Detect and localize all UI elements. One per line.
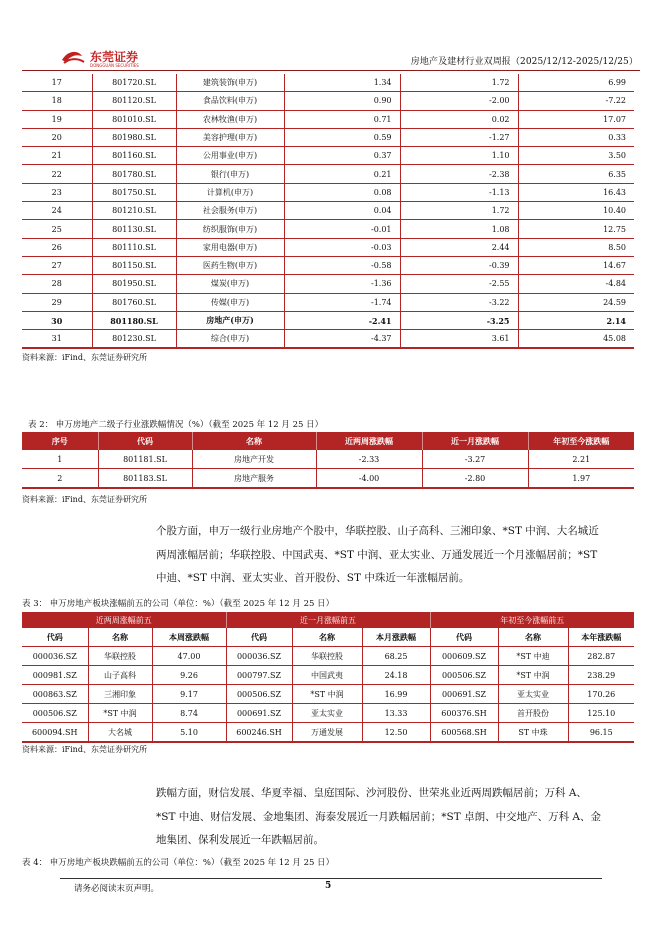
page-number: 5 bbox=[325, 881, 332, 891]
table-cell: 600568.SH bbox=[430, 723, 498, 743]
table2-source: 资料来源：iFind、东莞证券研究所 bbox=[22, 495, 147, 504]
two-week-cell: 1.34 bbox=[284, 74, 400, 92]
ytd-cell: 2.14 bbox=[518, 311, 634, 329]
column-header: 代码 bbox=[98, 432, 192, 450]
name-cell: 纺织服饰(申万) bbox=[176, 220, 284, 238]
two-week-cell: 0.04 bbox=[284, 202, 400, 220]
one-month-cell: 2.44 bbox=[400, 238, 518, 256]
column-header: 序号 bbox=[22, 432, 98, 450]
table-cell: 1 bbox=[22, 450, 98, 469]
table-cell: 16.99 bbox=[362, 685, 430, 704]
rank-cell: 19 bbox=[22, 110, 92, 128]
code-cell: 801950.SL bbox=[92, 275, 176, 293]
table-cell: 8.74 bbox=[152, 704, 226, 723]
ytd-cell: 10.40 bbox=[518, 202, 634, 220]
table-cell: 华联控股 bbox=[88, 647, 152, 666]
two-week-cell: 0.90 bbox=[284, 92, 400, 110]
name-cell: 医药生物(申万) bbox=[176, 256, 284, 274]
name-cell: 农林牧渔(申万) bbox=[176, 110, 284, 128]
code-cell: 801720.SL bbox=[92, 74, 176, 92]
column-header: 代码 bbox=[430, 628, 498, 647]
table-cell: 000797.SZ bbox=[226, 666, 292, 685]
logo-text: 东莞证券 bbox=[90, 50, 139, 64]
ytd-cell: 17.07 bbox=[518, 110, 634, 128]
two-week-cell: -2.41 bbox=[284, 311, 400, 329]
table-cell: 238.29 bbox=[568, 666, 634, 685]
code-cell: 801230.SL bbox=[92, 330, 176, 349]
rank-cell: 26 bbox=[22, 238, 92, 256]
column-header: 年初至今涨跌幅 bbox=[528, 432, 634, 450]
code-cell: 801180.SL bbox=[92, 311, 176, 329]
footer-divider bbox=[60, 878, 602, 879]
table-row bbox=[22, 275, 634, 293]
stock-decliners-paragraph: 跌幅方面，财信发展、华夏幸福、皇庭国际、沙河股份、世荣兆业近两周跌幅居前；万科 A、*ST 中迪、财信发展、金地集团、海泰发展近一月跌幅居前；*ST 卓朗、中交地产、万科 A、金地集团、保利发展近一年跌幅居前。 bbox=[156, 787, 601, 846]
stock-gainers-paragraph: 个股方面，申万一级行业房地产个股中，华联控股、山子高科、三湘印象、*ST 中润、大名城近两周涨幅居前；华联控股、中国武夷、*ST 中润、亚太实业、万通发展近一个月涨幅居前；*ST 中迪、*ST 中润、亚太实业、首开股份、ST 中珠近一年涨幅居前。 bbox=[156, 525, 599, 584]
table-cell: 2 bbox=[22, 469, 98, 489]
table-cell: -2.80 bbox=[422, 469, 528, 489]
code-cell: 801750.SL bbox=[92, 183, 176, 201]
table-cell: 125.10 bbox=[568, 704, 634, 723]
table3-caption: 表 3： 申万房地产板块涨幅前五的公司（单位：%）（截至 2025 年 12 月 25 日） bbox=[22, 599, 335, 609]
group-header: 近一月涨幅前五 bbox=[226, 612, 430, 628]
logo-subtext: DONGGUAN SECURITIES bbox=[90, 63, 139, 68]
top-gainers-table bbox=[22, 612, 634, 743]
one-month-cell: 1.10 bbox=[400, 147, 518, 165]
table-cell: 96.15 bbox=[568, 723, 634, 743]
table-row bbox=[22, 220, 634, 238]
table-cell: 600376.SH bbox=[430, 704, 498, 723]
table-row bbox=[22, 238, 634, 256]
code-cell: 801130.SL bbox=[92, 220, 176, 238]
table-row bbox=[22, 647, 634, 666]
code-cell: 801780.SL bbox=[92, 165, 176, 183]
two-week-cell: -0.03 bbox=[284, 238, 400, 256]
one-month-cell: -2.38 bbox=[400, 165, 518, 183]
report-title: 房地产及建材行业双周报（2025/12/12-2025/12/25） bbox=[410, 57, 638, 67]
code-cell: 801150.SL bbox=[92, 256, 176, 274]
table-cell: *ST 中润 bbox=[498, 666, 568, 685]
name-cell: 银行(申万) bbox=[176, 165, 284, 183]
table-cell: 12.50 bbox=[362, 723, 430, 743]
table-cell: 000506.SZ bbox=[430, 666, 498, 685]
column-header: 本周涨跌幅 bbox=[152, 628, 226, 647]
ytd-cell: -7.22 bbox=[518, 92, 634, 110]
name-cell: 社会服务(申万) bbox=[176, 202, 284, 220]
table4-caption: 表 4： 申万房地产板块跌幅前五的公司（单位：%）（截至 2025 年 12 月 25 日） bbox=[22, 858, 335, 868]
ytd-cell: 12.75 bbox=[518, 220, 634, 238]
table-row bbox=[22, 128, 634, 146]
table-row bbox=[22, 147, 634, 165]
code-cell: 801210.SL bbox=[92, 202, 176, 220]
table-row bbox=[22, 183, 634, 201]
rank-cell: 30 bbox=[22, 311, 92, 329]
table-cell: 801181.SL bbox=[98, 450, 192, 469]
table-cell: 000863.SZ bbox=[22, 685, 88, 704]
table-cell: 房地产开发 bbox=[192, 450, 316, 469]
two-week-cell: -1.36 bbox=[284, 275, 400, 293]
code-cell: 801110.SL bbox=[92, 238, 176, 256]
ytd-cell: -4.84 bbox=[518, 275, 634, 293]
column-header: 名称 bbox=[88, 628, 152, 647]
one-month-cell: -1.27 bbox=[400, 128, 518, 146]
two-week-cell: 0.21 bbox=[284, 165, 400, 183]
table-cell: 9.17 bbox=[152, 685, 226, 704]
one-month-cell: -3.22 bbox=[400, 293, 518, 311]
two-week-cell: -0.58 bbox=[284, 256, 400, 274]
table-cell: 000981.SZ bbox=[22, 666, 88, 685]
table-row bbox=[22, 450, 634, 469]
two-week-cell: -1.74 bbox=[284, 293, 400, 311]
name-cell: 综合(申万) bbox=[176, 330, 284, 349]
code-cell: 801120.SL bbox=[92, 92, 176, 110]
table-cell: 000036.SZ bbox=[226, 647, 292, 666]
table-cell: 2.21 bbox=[528, 450, 634, 469]
table-cell: *ST 中迪 bbox=[498, 647, 568, 666]
rank-cell: 18 bbox=[22, 92, 92, 110]
subindustry-return-table bbox=[22, 432, 634, 489]
rank-cell: 29 bbox=[22, 293, 92, 311]
table-cell: 000506.SZ bbox=[22, 704, 88, 723]
code-cell: 801980.SL bbox=[92, 128, 176, 146]
column-header: 近两周涨跌幅 bbox=[316, 432, 422, 450]
two-week-cell: -4.37 bbox=[284, 330, 400, 349]
name-cell: 计算机(申万) bbox=[176, 183, 284, 201]
table-cell: 000691.SZ bbox=[430, 685, 498, 704]
ytd-cell: 6.35 bbox=[518, 165, 634, 183]
name-cell: 公用事业(申万) bbox=[176, 147, 284, 165]
table-cell: 000609.SZ bbox=[430, 647, 498, 666]
group-header: 近两周涨幅前五 bbox=[22, 612, 226, 628]
table-row bbox=[22, 469, 634, 489]
table-cell: 5.10 bbox=[152, 723, 226, 743]
code-cell: 801010.SL bbox=[92, 110, 176, 128]
two-week-cell: 0.71 bbox=[284, 110, 400, 128]
table3-source: 资料来源：iFind、东莞证券研究所 bbox=[22, 745, 147, 754]
disclaimer-note: 请务必阅读末页声明。 bbox=[74, 884, 160, 894]
rank-cell: 23 bbox=[22, 183, 92, 201]
one-month-cell: 1.08 bbox=[400, 220, 518, 238]
column-header: 本月涨跌幅 bbox=[362, 628, 430, 647]
table-cell: *ST 中润 bbox=[88, 704, 152, 723]
table-cell: 亚太实业 bbox=[498, 685, 568, 704]
one-month-cell: -0.39 bbox=[400, 256, 518, 274]
rank-cell: 25 bbox=[22, 220, 92, 238]
rank-cell: 22 bbox=[22, 165, 92, 183]
table-cell: 首开股份 bbox=[498, 704, 568, 723]
rank-cell: 17 bbox=[22, 74, 92, 92]
two-week-cell: -0.01 bbox=[284, 220, 400, 238]
table-row bbox=[22, 110, 634, 128]
table-cell: 三湘印象 bbox=[88, 685, 152, 704]
one-month-cell: 0.02 bbox=[400, 110, 518, 128]
code-cell: 801160.SL bbox=[92, 147, 176, 165]
table-cell: -3.27 bbox=[422, 450, 528, 469]
table-cell: 房地产服务 bbox=[192, 469, 316, 489]
table-cell: 282.87 bbox=[568, 647, 634, 666]
one-month-cell: 1.72 bbox=[400, 202, 518, 220]
ytd-cell: 14.67 bbox=[518, 256, 634, 274]
column-header: 本年涨跌幅 bbox=[568, 628, 634, 647]
ytd-cell: 45.08 bbox=[518, 330, 634, 349]
table-cell: 000036.SZ bbox=[22, 647, 88, 666]
column-header: 名称 bbox=[292, 628, 362, 647]
table-cell: 13.33 bbox=[362, 704, 430, 723]
table-row bbox=[22, 330, 634, 349]
one-month-cell: -2.00 bbox=[400, 92, 518, 110]
code-cell: 801760.SL bbox=[92, 293, 176, 311]
column-header: 名称 bbox=[498, 628, 568, 647]
table-cell: 万通发展 bbox=[292, 723, 362, 743]
ytd-cell: 16.43 bbox=[518, 183, 634, 201]
one-month-cell: -3.25 bbox=[400, 311, 518, 329]
table-row bbox=[22, 202, 634, 220]
ytd-cell: 6.99 bbox=[518, 74, 634, 92]
table-row bbox=[22, 723, 634, 743]
table-row bbox=[22, 311, 634, 329]
table-cell: -4.00 bbox=[316, 469, 422, 489]
header-divider bbox=[22, 70, 640, 71]
table-cell: 华联控股 bbox=[292, 647, 362, 666]
column-header: 代码 bbox=[226, 628, 292, 647]
table-row bbox=[22, 293, 634, 311]
column-header: 名称 bbox=[192, 432, 316, 450]
table-cell: 大名城 bbox=[88, 723, 152, 743]
name-cell: 家用电器(申万) bbox=[176, 238, 284, 256]
name-cell: 房地产(申万) bbox=[176, 311, 284, 329]
table1-source: 资料来源：iFind、东莞证券研究所 bbox=[22, 353, 147, 362]
one-month-cell: 1.72 bbox=[400, 74, 518, 92]
company-logo bbox=[60, 48, 186, 68]
two-week-cell: 0.08 bbox=[284, 183, 400, 201]
table-cell: 801183.SL bbox=[98, 469, 192, 489]
name-cell: 传媒(申万) bbox=[176, 293, 284, 311]
table-cell: 000506.SZ bbox=[226, 685, 292, 704]
one-month-cell: 3.61 bbox=[400, 330, 518, 349]
rank-cell: 28 bbox=[22, 275, 92, 293]
rank-cell: 21 bbox=[22, 147, 92, 165]
table-cell: 1.97 bbox=[528, 469, 634, 489]
name-cell: 建筑装饰(申万) bbox=[176, 74, 284, 92]
table-cell: 170.26 bbox=[568, 685, 634, 704]
name-cell: 煤炭(申万) bbox=[176, 275, 284, 293]
table-cell: -2.33 bbox=[316, 450, 422, 469]
table-cell: 24.18 bbox=[362, 666, 430, 685]
table-cell: 68.25 bbox=[362, 647, 430, 666]
table-row bbox=[22, 92, 634, 110]
two-week-cell: 0.37 bbox=[284, 147, 400, 165]
industry-return-table bbox=[22, 74, 634, 349]
one-month-cell: -1.13 bbox=[400, 183, 518, 201]
group-header: 年初至今涨幅前五 bbox=[430, 612, 634, 628]
table-cell: 47.00 bbox=[152, 647, 226, 666]
table-row bbox=[22, 74, 634, 92]
ytd-cell: 0.33 bbox=[518, 128, 634, 146]
table-cell: 中国武夷 bbox=[292, 666, 362, 685]
table-row bbox=[22, 165, 634, 183]
table-row bbox=[22, 256, 634, 274]
table2-caption: 表 2： 申万房地产二级子行业涨跌幅情况（%）（截至 2025 年 12 月 25 日） bbox=[28, 420, 324, 430]
table-row bbox=[22, 685, 634, 704]
one-month-cell: -2.55 bbox=[400, 275, 518, 293]
name-cell: 美容护理(申万) bbox=[176, 128, 284, 146]
rank-cell: 20 bbox=[22, 128, 92, 146]
table-cell: 山子高科 bbox=[88, 666, 152, 685]
ytd-cell: 3.50 bbox=[518, 147, 634, 165]
rank-cell: 27 bbox=[22, 256, 92, 274]
table-cell: ST 中珠 bbox=[498, 723, 568, 743]
table-row bbox=[22, 704, 634, 723]
two-week-cell: 0.59 bbox=[284, 128, 400, 146]
table-cell: 000691.SZ bbox=[226, 704, 292, 723]
table-cell: 亚太实业 bbox=[292, 704, 362, 723]
rank-cell: 31 bbox=[22, 330, 92, 349]
ytd-cell: 24.59 bbox=[518, 293, 634, 311]
column-header: 近一月涨跌幅 bbox=[422, 432, 528, 450]
ytd-cell: 8.50 bbox=[518, 238, 634, 256]
table-cell: 600094.SH bbox=[22, 723, 88, 743]
rank-cell: 24 bbox=[22, 202, 92, 220]
table-cell: 600246.SH bbox=[226, 723, 292, 743]
table-row bbox=[22, 666, 634, 685]
table-cell: 9.26 bbox=[152, 666, 226, 685]
name-cell: 食品饮料(申万) bbox=[176, 92, 284, 110]
table-cell: *ST 中润 bbox=[292, 685, 362, 704]
column-header: 代码 bbox=[22, 628, 88, 647]
